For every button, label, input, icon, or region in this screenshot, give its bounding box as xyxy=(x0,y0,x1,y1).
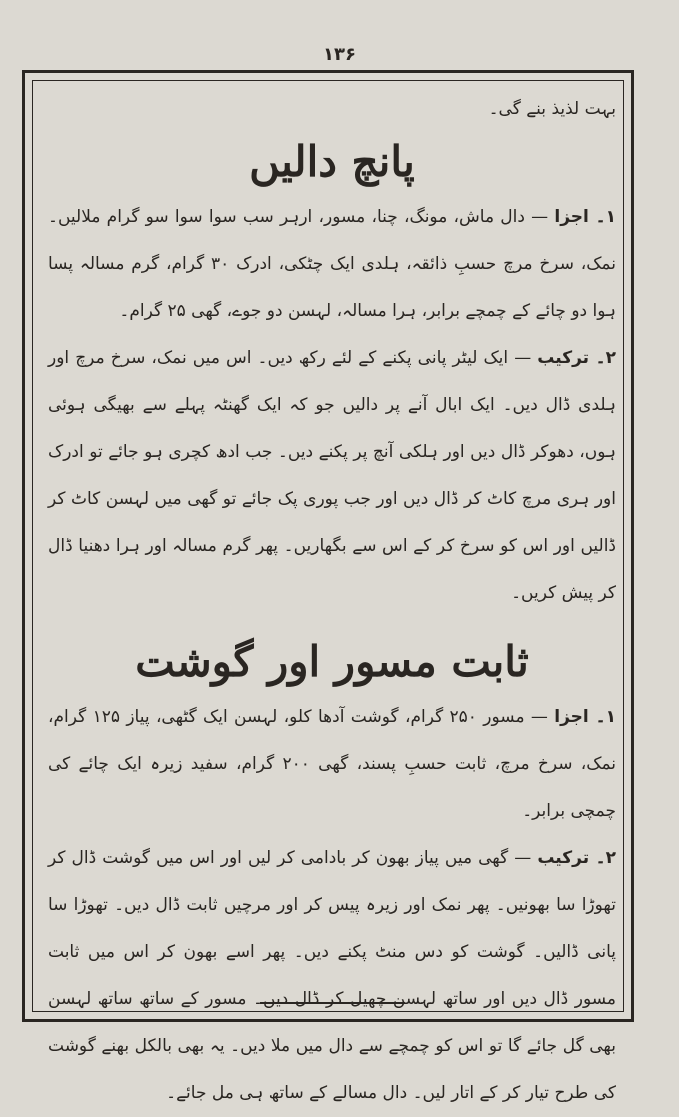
end-rule xyxy=(260,1002,405,1004)
recipe2-method: ۲۔ ترکیب — گھی میں پیاز بھون کر بادامی کر لیں اور اس میں گوشت ڈال کر تھوڑا سا بھونیں۔ پھر نمک اور زیرہ پیس کر اور مرچیں ثابت ڈال دیں۔ تھوڑا سا پانی ڈالیں۔ گوشت کو دس منٹ پکنے دیں۔ پھر اسے بھون کر اس میں ثابت مسور ڈال دیں اور ساتھ لہسن چھیل کر ڈال دیں۔ مسور کے ساتھ ساتھ لہسن بھی گل جائے گا تو اس کو چمچے سے دال میں ملا دیں۔ یہ بھی بالکل بھنے گوشت کی طرح تیار کر کے اتار لیں۔ دال مسالے کے ساتھ ہی مل جائے۔ xyxy=(48,848,616,1103)
recipe-title-five-lentils: پانچ دالیں xyxy=(249,137,415,186)
recipe1-method-label: ۲۔ ترکیب xyxy=(537,348,616,368)
recipe1-ingredients: ۱۔ اجزا — دال ماش، مونگ، چنا، مسور، ارہر سب سوا سوا سو گرام ملالیں۔ نمک، سرخ مرچ حسبِ ذائقہ، ہلدی ایک چٹکی، ادرک ۳۰ گرام، گرم مسالہ پسا ہوا دو چائے کے چمچے برابر، ہرا مسالہ، لہسن دو جوے، گھی ۲۵ گرام۔ xyxy=(48,207,616,321)
recipe1-method-text: ایک لیٹر پانی پکنے کے لئے رکھ دیں۔ اس میں نمک، سرخ مرچ اور ہلدی ڈال دیں۔ ایک ابال آنے پر دالیں جو کہ ایک گھنٹہ پہلے سے بھیگی ہوئی ہوں، دھوکر ڈال دیں اور ہلکی آنچ پر پکنے دیں۔ جب ادھ کچری ہو جائے تو ادرک اور ہری مرچ کاٹ کر ڈال دیں اور جب پوری پک جائے تو گھی میں لہسن کاٹ کر ڈالیں اور اس کو سرخ کر کے اس سے بگھاریں۔ پھر گرم مسالہ اور ہرا دھنیا ڈال کر پیش کریں۔ xyxy=(48,348,616,603)
recipe2-method-label: ۲۔ ترکیب xyxy=(537,848,616,868)
recipe2-method-text: گھی میں پیاز بھون کر بادامی کر لیں اور اس میں گوشت ڈال کر تھوڑا سا بھونیں۔ پھر نمک اور زیرہ پیس کر اور مرچیں ثابت ڈال دیں۔ تھوڑا سا پانی ڈالیں۔ گوشت کو دس منٹ پکنے دیں۔ پھر اسے بھون کر اس میں ثابت مسور ڈال دیں اور ساتھ لہسن چھیل کر ڈال دیں۔ مسور کے ساتھ ساتھ لہسن بھی گل جائے گا تو اس کو چمچے سے دال میں ملا دیں۔ یہ بھی بالکل بھنے گوشت کی طرح تیار کر کے اتار لیں۔ دال مسالے کے ساتھ ہی مل جائے۔ xyxy=(48,848,616,1103)
recipe-title-masoor-gosht: ثابت مسور اور گوشت xyxy=(135,637,529,686)
recipe2-ingredients-text: مسور ۲۵۰ گرام، گوشت آدھا کلو، لہسن ایک گٹھی، پیاز ۱۲۵ گرام، نمک، سرخ مرچ، ثابت حسبِ پسند، گھی ۲۰۰ گرام، سفید زیرہ ایک چائے کی چمچی برابر۔ xyxy=(48,707,617,821)
recipe2-ingredients: ۱۔ اجزا — مسور ۲۵۰ گرام، گوشت آدھا کلو، لہسن ایک گٹھی، پیاز ۱۲۵ گرام، نمک، سرخ مرچ، ثابت حسبِ پسند، گھی ۲۰۰ گرام، سفید زیرہ ایک چائے کی چمچی برابر۔ xyxy=(48,707,617,821)
page-number: ۱۳۶ xyxy=(323,44,356,65)
recipe1-method: ۲۔ ترکیب — ایک لیٹر پانی پکنے کے لئے رکھ دیں۔ اس میں نمک، سرخ مرچ اور ہلدی ڈال دیں۔ ایک ابال آنے پر دالیں جو کہ ایک گھنٹہ پہلے سے بھیگی ہوئی ہوں، دھوکر ڈال دیں اور ہلکی آنچ پر پکنے دیں۔ جب ادھ کچری ہو جائے تو ادرک اور ہری مرچ کاٹ کر ڈال دیں اور جب پوری پک جائے تو گھی میں لہسن کاٹ کر ڈالیں اور اس کو سرخ کر کے اس سے بگھاریں۔ پھر گرم مسالہ اور ہرا دھنیا ڈال کر پیش کریں۔ xyxy=(48,348,616,603)
recipe2-ingredients-label: ۱۔ اجزا xyxy=(554,707,616,727)
recipe1-ingredients-text: دال ماش، مونگ، چنا، مسور، ارہر سب سوا سوا سو گرام ملالیں۔ نمک، سرخ مرچ حسبِ ذائقہ، ہلدی ایک چٹکی، ادرک ۳۰ گرام، گرم مسالہ پسا ہوا دو چائے کے چمچے برابر، ہرا مسالہ، لہسن دو جوے، گھی ۲۵ گرام۔ xyxy=(48,207,616,321)
intro-text: بہت لذیذ بنے گی۔ xyxy=(488,99,616,119)
page-content xyxy=(48,92,617,1103)
recipe1-ingredients-label: ۱۔ اجزا xyxy=(554,207,616,227)
